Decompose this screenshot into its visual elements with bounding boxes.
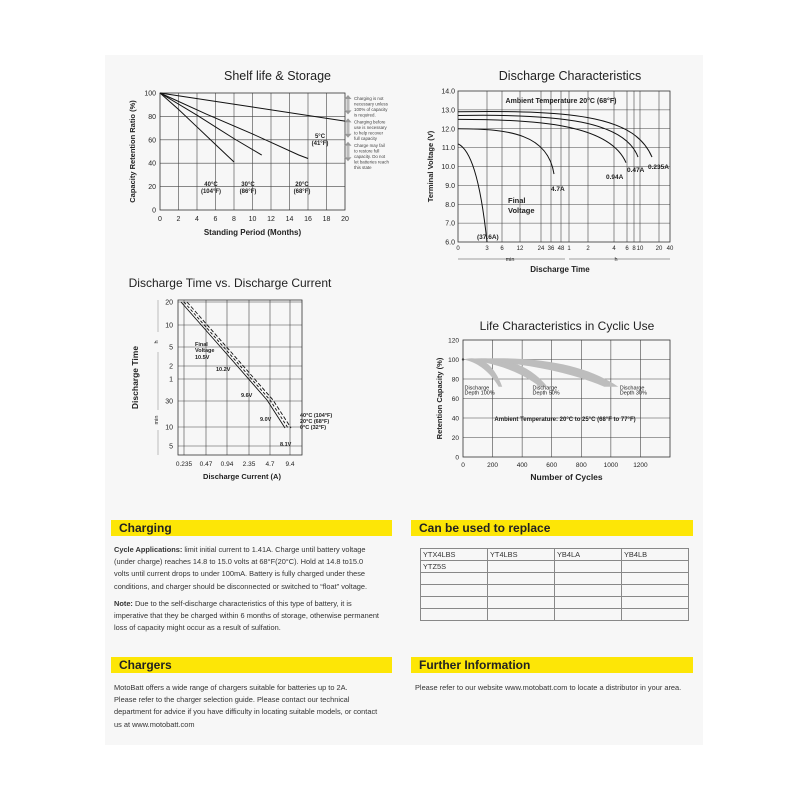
series-label: Discharge — [464, 385, 490, 392]
table-cell — [488, 573, 555, 585]
table-cell — [488, 561, 555, 573]
note-text: necessary unless — [354, 101, 388, 107]
x-tick-label: 24 — [537, 246, 545, 252]
note-text: let batteries reach — [354, 159, 389, 165]
final-voltage-label: 9.0V — [260, 417, 272, 423]
final-voltage-label: 10.2V — [216, 367, 231, 373]
table-cell — [622, 609, 689, 621]
table-cell — [488, 597, 555, 609]
discharge-time-current-chart — [120, 270, 360, 490]
x-tick-label: 800 — [575, 462, 587, 469]
discharge-characteristics-chart — [420, 60, 700, 285]
note-text: 100% of capacity — [354, 107, 388, 112]
series-label: 5°C — [314, 134, 326, 140]
x-tick-label: 0.235 — [175, 461, 193, 468]
x-tick-label: 6 — [213, 216, 218, 223]
note-text: capacity. Do not — [354, 153, 386, 159]
y-tick-label: 8.0 — [445, 201, 455, 209]
x-unit-label: min — [505, 257, 515, 263]
x-tick-label: 2 — [586, 246, 590, 252]
table-cell: YTZ5S — [421, 561, 488, 573]
x-tick-label: 18 — [322, 216, 331, 223]
y-tick-label: 20 — [451, 435, 459, 442]
chargers-line: Please refer to the charger selection guide. Please contact our technical — [114, 695, 350, 705]
note-text: use is necessary — [354, 124, 387, 130]
series-label: 30°C — [241, 182, 255, 188]
cyclic-life-chart — [420, 312, 705, 492]
charging-line: (under charge) reaches 14.8 to 15.0 volts at 68°F(20°C). Hold at 14.8 to15.0 — [114, 557, 364, 567]
start-point — [462, 358, 464, 360]
y-tick-label: 2 — [169, 363, 173, 371]
range-arrow — [345, 118, 352, 122]
replace-heading: Can be used to replace — [411, 520, 693, 536]
y-axis-label: Capacity Retention Ratio (%) — [128, 100, 137, 203]
note-text: Charge may fail — [354, 142, 385, 148]
x-tick-label: 600 — [546, 462, 558, 469]
x-tick-label: 6 — [625, 246, 629, 252]
chargers-line: us at www.motobatt.com — [114, 719, 195, 729]
table-cell — [622, 561, 689, 573]
charging-cycle-paragraph — [114, 544, 404, 593]
y-tick-label: 11.0 — [441, 145, 455, 153]
y-axis-label: Discharge Time — [130, 345, 140, 410]
note-line: imperative that they be charged within 6 months of storage, otherwise permanent — [114, 611, 379, 621]
y-tick-label: 30 — [165, 398, 173, 406]
y-tick-label: 9.0 — [445, 182, 455, 190]
y-tick-label: 10.0 — [441, 164, 455, 171]
x-tick-label: 36 — [547, 246, 555, 252]
y-tick-label: 5 — [169, 443, 173, 451]
x-tick-label: 3 — [485, 246, 489, 252]
x-tick-label: 8 — [232, 216, 236, 223]
chargers-line: MotoBatt offers a wide range of chargers suitable for batteries up to 2A. — [114, 683, 348, 692]
note-line: Due to the self-discharge characteristics of this type of battery, it is — [132, 599, 352, 608]
table-row — [421, 597, 689, 609]
x-axis-label: Discharge Time — [530, 265, 590, 274]
x-tick-label: 16 — [304, 216, 312, 223]
table-cell — [555, 561, 622, 573]
range-arrow — [345, 134, 352, 138]
table-cell — [421, 573, 488, 585]
range-arrow — [345, 142, 352, 146]
y-tick-label: 80 — [451, 376, 459, 384]
y-tick-label: 13.0 — [441, 107, 455, 115]
x-tick-label: 200 — [487, 462, 499, 469]
x-tick-label: 12 — [267, 216, 275, 223]
note-text: is required. — [354, 112, 376, 118]
x-tick-label: 10 — [248, 216, 257, 223]
y-tick-label: 0 — [152, 207, 156, 215]
series-label: (37.6A) — [477, 234, 499, 241]
chargers-paragraph — [114, 682, 404, 731]
further-info-text: Please refer to our website www.motobatt.com to locate a distributor in your area. — [415, 683, 682, 692]
charging-note-paragraph — [114, 598, 404, 635]
x-tick-label: 14 — [285, 216, 294, 223]
table-cell: YB4LA — [555, 549, 622, 561]
final-voltage-label: 10.5V — [195, 355, 210, 361]
y-tick-label: 0 — [455, 454, 459, 462]
plot-frame — [178, 300, 302, 455]
series-label: (41°F) — [311, 141, 329, 147]
series-label: (104°F) — [200, 189, 222, 195]
table-row — [421, 549, 689, 561]
table-cell — [555, 573, 622, 585]
x-tick-label: 20 — [341, 216, 349, 223]
note-text: Charging before — [354, 119, 386, 125]
final-voltage-label: 9.6V — [241, 393, 253, 399]
x-tick-label: 48 — [557, 246, 565, 252]
final-voltage-label: Final — [195, 342, 208, 348]
table-cell: YT4LBS — [488, 549, 555, 561]
y-tick-label: 7.0 — [445, 220, 455, 228]
x-tick-label: 1200 — [633, 462, 648, 469]
table-cell — [555, 597, 622, 609]
range-arrow — [345, 110, 352, 114]
x-axis-label: Number of Cycles — [530, 472, 603, 482]
y-tick-label: 20 — [148, 184, 156, 192]
y-tick-label: 100 — [144, 90, 156, 98]
y-tick-label: 12.0 — [441, 126, 455, 134]
table-cell — [622, 585, 689, 597]
series-line — [458, 129, 554, 174]
series-label: 0.47A — [627, 167, 645, 174]
range-arrow — [345, 157, 352, 161]
series-label: Discharge — [619, 385, 645, 392]
y-tick-label: 80 — [148, 113, 156, 121]
charging-heading: Charging — [111, 520, 392, 536]
final-voltage-label: Final — [508, 196, 526, 205]
cycle-applications-lead: Cycle Applications: — [114, 545, 183, 554]
y-tick-label: 6.0 — [445, 239, 455, 247]
x-tick-label: 40 — [666, 246, 674, 252]
series-line — [458, 119, 626, 162]
y-tick-label: 120 — [448, 337, 459, 345]
y-tick-label: 14.0 — [441, 88, 455, 96]
table-cell — [555, 585, 622, 597]
charging-line: limit initial current to 1.41A. Charge until battery voltage — [182, 545, 366, 554]
final-voltage-label: 8.1V — [280, 442, 292, 448]
series-line — [458, 144, 487, 242]
x-tick-label: 4 — [195, 216, 199, 223]
note-text: full capacity — [354, 135, 377, 141]
series-line — [181, 302, 285, 428]
x-tick-label: 4.7 — [265, 461, 275, 468]
series-label: (68°F) — [293, 189, 311, 195]
table-cell: YB4LB — [622, 549, 689, 561]
table-cell — [555, 609, 622, 621]
note-text: to restore full — [354, 148, 380, 154]
table-cell: YTX4LBS — [421, 549, 488, 561]
x-tick-label: 10 — [636, 246, 644, 252]
x-tick-label: 2 — [176, 216, 181, 223]
note-text: to help recover — [354, 130, 384, 136]
x-tick-label: 2.35 — [242, 461, 256, 468]
series-label: 20°C (68°F) — [300, 419, 330, 425]
series-label: 0.94A — [606, 174, 624, 181]
y-tick-label: 10 — [165, 424, 173, 432]
y-tick-label: 60 — [451, 396, 459, 403]
x-tick-label: 9.4 — [285, 461, 295, 468]
chart-title: Shelf life & Storage — [223, 69, 332, 83]
series-label: 40°C (104°F) — [300, 413, 333, 419]
series-label: 0.235A — [648, 164, 669, 171]
table-row — [421, 585, 689, 597]
series-label: 4.7A — [551, 186, 565, 193]
y-unit-label: h — [154, 340, 160, 344]
y-tick-label: 60 — [148, 137, 156, 145]
x-axis-label: Discharge Current (A) — [203, 472, 281, 481]
series-label: 0°C (32°F) — [300, 425, 327, 431]
table-cell — [488, 585, 555, 597]
table-cell — [421, 585, 488, 597]
series-label: Depth 50% — [532, 390, 560, 397]
note-text: Charging is not — [354, 96, 384, 101]
series-label: Depth 30% — [619, 390, 647, 397]
range-arrow — [347, 122, 350, 133]
table-cell — [421, 609, 488, 621]
range-arrow — [347, 146, 350, 157]
shelf-life-chart — [120, 60, 389, 245]
y-tick-label: 20 — [165, 299, 173, 307]
series-label: 40°C — [204, 182, 218, 188]
table-cell — [488, 609, 555, 621]
y-tick-label: 40 — [451, 415, 459, 423]
y-axis-label: Terminal Voltage (V) — [426, 130, 435, 203]
chart-title: Life Characteristics in Cyclic Use — [479, 319, 655, 333]
x-tick-label: 0.47 — [199, 461, 213, 468]
final-voltage-label: Voltage — [508, 206, 535, 215]
x-unit-label: h — [614, 257, 618, 263]
final-voltage-label: Voltage — [195, 348, 215, 354]
range-arrow — [345, 95, 352, 99]
series-label: Discharge — [532, 385, 558, 392]
x-tick-label: 1000 — [603, 462, 619, 469]
y-tick-label: 100 — [448, 357, 459, 364]
ambient-label: Ambient Temperature 20°C (68°F) — [505, 98, 617, 105]
series-line — [160, 93, 262, 155]
x-tick-label: 400 — [516, 462, 528, 469]
note-lead: Note: — [114, 599, 133, 608]
chargers-heading: Chargers — [111, 657, 392, 673]
range-arrow — [347, 99, 350, 110]
note-text: this state — [354, 164, 372, 170]
series-line — [458, 115, 638, 157]
y-tick-label: 40 — [148, 160, 156, 168]
y-axis-label: Retention Capacity (%) — [435, 357, 444, 440]
x-tick-label: 0 — [158, 216, 162, 223]
table-cell — [622, 597, 689, 609]
series-label: Depth 100% — [464, 390, 495, 397]
x-tick-label: 6 — [500, 246, 504, 252]
chart-title: Discharge Characteristics — [498, 69, 642, 83]
table-cell — [622, 573, 689, 585]
chart-title: Discharge Time vs. Discharge Current — [128, 276, 332, 290]
table-row — [421, 573, 689, 585]
x-tick-label: 8 — [632, 246, 636, 252]
x-axis-label: Standing Period (Months) — [203, 228, 302, 237]
table-cell — [421, 597, 488, 609]
note-line: loss of capacity might occur as a result of sulfation. — [114, 623, 281, 633]
further-info-heading: Further Information — [411, 657, 693, 673]
table-row — [421, 561, 689, 573]
series-label: (86°F) — [239, 189, 257, 195]
y-tick-label: 1 — [169, 376, 173, 384]
x-tick-label: 20 — [655, 246, 663, 252]
chargers-line: department for advice if you have difficulty in locating suitable models, or contact — [114, 707, 378, 717]
charging-line: volts until current drops to under 100mA. Battery is fully charged under these — [114, 569, 366, 579]
x-tick-label: 4 — [612, 246, 616, 252]
charging-line: conditions, and charger should be disconnected or switched to “float” voltage. — [114, 581, 368, 591]
y-tick-label: 5 — [169, 344, 173, 352]
x-tick-label: 0 — [461, 462, 465, 469]
replacement-table — [420, 548, 689, 621]
y-tick-label: 10 — [165, 322, 173, 330]
x-tick-label: 0 — [456, 246, 460, 252]
ambient-label: Ambient Temperature: 20°C to 25°C (68°F to 77°F) — [494, 416, 636, 423]
x-tick-label: 12 — [516, 246, 524, 252]
x-tick-label: 1 — [567, 246, 571, 252]
table-row — [421, 609, 689, 621]
series-label: 20°C — [295, 182, 309, 188]
y-unit-label: min — [154, 415, 160, 425]
x-tick-label: 0.94 — [220, 461, 234, 468]
